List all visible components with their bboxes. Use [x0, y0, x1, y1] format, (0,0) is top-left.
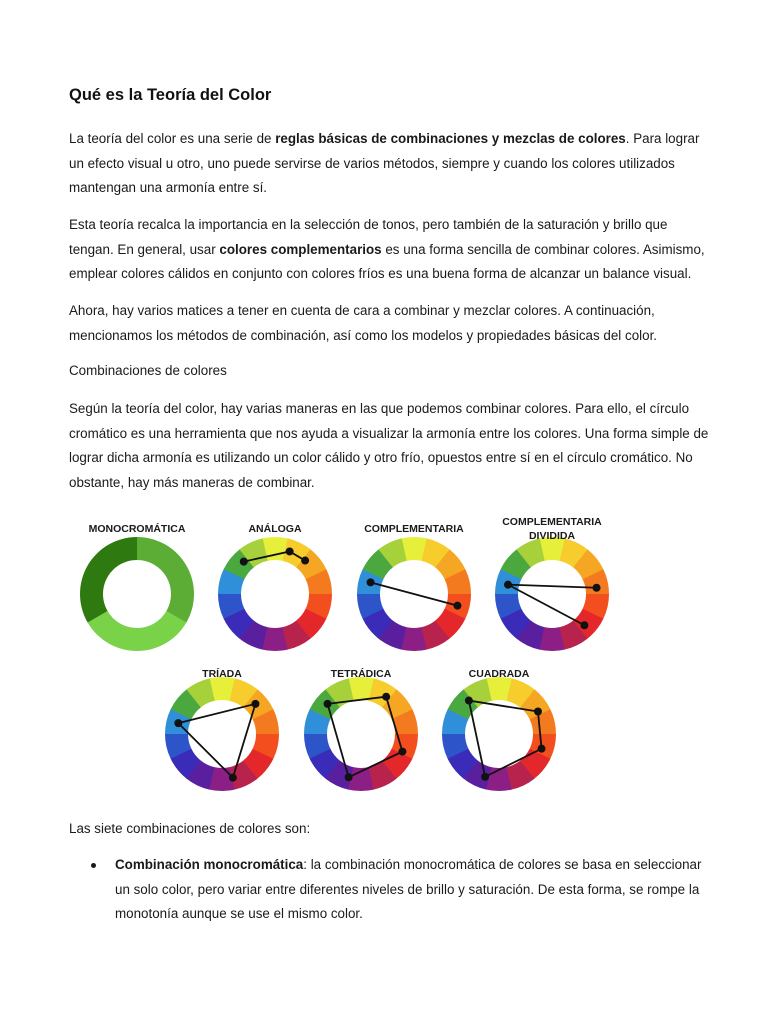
tetradica-marker	[382, 693, 390, 701]
paragraph-wheel: Según la teoría del color, hay varias maneras en las que podemos combinar colores. Para ello, el círculo cromático es una herramienta que nos ayuda a visualizar la armonía entre los colores. Una forma simple de lograr dicha armonía es utilizando un color cálido y otro frío, opuestos entre sí en el círculo cromático. No obstante, hay más maneras de combinar.	[69, 401, 709, 490]
analoga-marker	[301, 557, 309, 565]
color-wheel-figure	[72, 508, 692, 808]
combinations-list	[69, 853, 709, 927]
paragraph-methods: Ahora, hay varios matices a tener en cuenta de cara a combinar y mezclar colores. A continuación, mencionamos los métodos de combinación, así como los modelos y propiedades básicas del color.	[69, 303, 658, 343]
triada-marker	[174, 719, 182, 727]
p1-bold: reglas básicas de combinaciones y mezclas de colores	[275, 131, 626, 146]
dividida-marker	[580, 621, 588, 629]
mono-segment	[87, 611, 186, 651]
paragraph-intro	[69, 127, 709, 201]
list-intro: Las siete combinaciones de colores son:	[69, 821, 311, 836]
p2-text: Esta teoría recalca la importancia en la selección de tonos, pero también de la saturación y brillo que tengan. En general, usar	[69, 217, 668, 257]
label-tetradica: TETRÁDICA	[330, 668, 392, 680]
label-analoga: ANÁLOGA	[248, 523, 302, 535]
label-complementaria: COMPLEMENTARIA	[364, 523, 464, 535]
p1-text: La teoría del color es una serie de	[69, 131, 276, 146]
section-subheading: Combinaciones de colores	[69, 363, 227, 378]
complementaria-marker	[367, 578, 375, 586]
bullet1-text: : la combinación monocromática de colores se basa en seleccionar un solo color, pero variar entre diferentes niveles de brillo y saturación. De esta forma, se rompe la monotonía aunque se use el mismo color.	[115, 857, 702, 921]
cuadrada-marker	[538, 745, 546, 753]
p2-text-end: es una forma sencilla de combinar colores. Asimismo, emplear colores cálidos en conjunto con colores fríos es una buena forma de alcanzar un balance visual.	[69, 241, 705, 281]
analoga-marker	[286, 547, 294, 555]
complementaria-marker	[453, 602, 461, 610]
tetradica-marker	[324, 700, 332, 708]
bullet1-bold: Combinación monocromática	[115, 857, 304, 872]
bullet-dot	[91, 863, 96, 868]
page-title: Qué es la Teoría del Color	[69, 86, 272, 104]
label-cuadrada: CUADRADA	[468, 668, 530, 680]
triada-marker	[229, 774, 237, 782]
analoga-marker	[240, 558, 248, 566]
p1-text-end: . Para lograr un efecto visual u otro, uno puede servirse de varios métodos, siempre y cuando los colores utilizados mantengan una armonía entre sí.	[69, 131, 700, 195]
label-complementaria-dividida-2: DIVIDIDA	[528, 530, 576, 542]
mono-segment	[80, 537, 137, 623]
list-item	[69, 853, 709, 927]
cuadrada-marker	[481, 773, 489, 781]
triada-marker	[251, 700, 259, 708]
label-monocromatica: MONOCROMÁTICA	[88, 523, 186, 535]
cuadrada-marker	[534, 708, 542, 716]
mono-segment	[137, 537, 194, 623]
tetradica-marker	[398, 748, 406, 756]
dividida-marker	[504, 581, 512, 589]
label-triada: TRÍADA	[202, 668, 242, 680]
paragraph-tones	[69, 213, 709, 287]
cuadrada-marker	[465, 697, 473, 705]
complementaria-connector	[371, 582, 458, 605]
dividida-marker	[593, 584, 601, 592]
label-complementaria-dividida-1: COMPLEMENTARIA	[502, 516, 602, 528]
tetradica-marker	[345, 773, 353, 781]
p2-bold: colores complementarios	[219, 241, 382, 257]
